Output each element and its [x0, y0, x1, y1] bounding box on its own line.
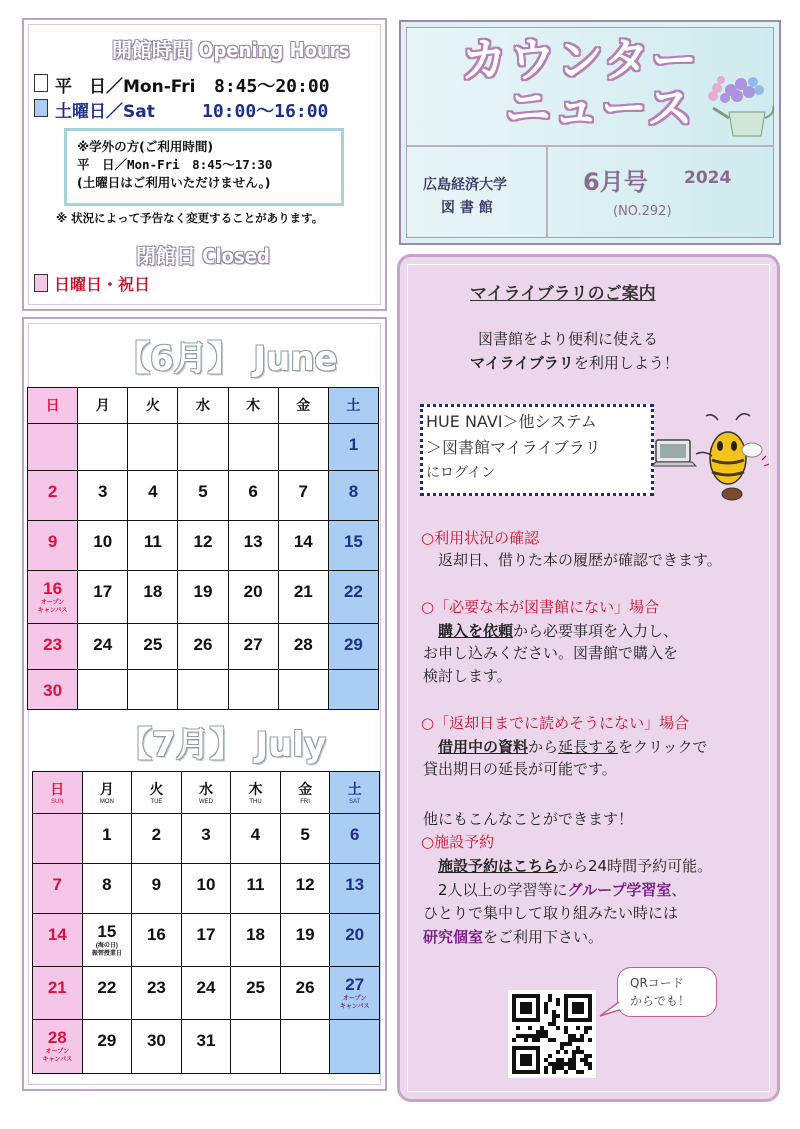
calendar-day-cell	[128, 670, 178, 710]
group-study-room: グループ学習室	[567, 881, 672, 899]
hue-navi-instructions-box	[420, 404, 654, 496]
day-number: 2	[151, 825, 162, 844]
calendar-day-cell	[132, 864, 182, 914]
day-number: 1	[102, 825, 112, 844]
qr-code-pattern	[508, 990, 596, 1078]
closed-days-title: 閉館日 Closed	[136, 244, 270, 268]
calendar-day-cell	[33, 1020, 83, 1074]
calendar-day-cell	[82, 864, 132, 914]
usage-status-text: 返却日、借りた本の履歴が確認できます。	[438, 551, 722, 569]
saturday-hours: 10:00～16:00	[202, 101, 329, 122]
weekday-header-label: 火	[149, 781, 164, 797]
calendar-day-cell	[228, 471, 278, 521]
facility-line4-rest: をご利用下さい。	[483, 928, 604, 946]
day-number: 8	[348, 482, 359, 501]
weekday-label: 平 日／Mon-Fri	[55, 77, 196, 97]
weekday-header	[28, 388, 78, 424]
purchase-request-line1	[438, 620, 678, 641]
calendar-day-cell	[128, 571, 178, 624]
renewal-title: ○「返却日までに読めそうにない」場合	[421, 714, 690, 732]
closed-days: 日曜日・祝日	[54, 275, 151, 294]
day-number: 6	[248, 482, 258, 501]
calendar-day-cell	[28, 521, 78, 571]
calendar-day-cell	[280, 967, 330, 1020]
closed-color-swatch	[34, 274, 48, 292]
opening-hours-panel	[22, 18, 387, 311]
calendar-day-cell	[328, 521, 378, 571]
newsletter-title-line1: カウンター	[461, 33, 700, 87]
calendar-day-cell	[328, 471, 378, 521]
facility-reservation-title: ○施設予約	[421, 833, 495, 851]
day-number: 14	[293, 532, 313, 551]
weekday-header	[330, 772, 380, 814]
calendar-day-cell	[181, 1020, 231, 1074]
newsletter-title-line2: ニュース	[505, 81, 695, 135]
day-number: 30	[43, 681, 63, 700]
day-number: 8	[102, 875, 112, 894]
borrowed-items-link[interactable]: 借用中の資料	[438, 738, 529, 756]
weekday-header	[33, 772, 83, 814]
weekday-header-english: SUN	[50, 799, 64, 805]
calendar-day-cell	[132, 914, 182, 967]
day-number: 22	[343, 582, 363, 601]
calendar-day-cell	[330, 1020, 380, 1074]
weekday-header-label: 金	[296, 397, 311, 413]
qr-speech-bubble	[617, 967, 717, 1017]
mylibrary-intro-bold: マイライブラリ	[470, 354, 574, 372]
day-number: 17	[196, 925, 216, 944]
calendar-day-cell	[280, 914, 330, 967]
facility-line2-start: 2人以上の学習等に	[438, 881, 568, 899]
issue-year: 2024	[684, 168, 732, 188]
saturday-color-swatch	[34, 99, 48, 117]
weekday-header	[178, 388, 228, 424]
weekday-header	[228, 388, 278, 424]
weekday-header	[128, 388, 178, 424]
calendar-day-cell	[228, 521, 278, 571]
weekday-header-label: 水	[198, 781, 213, 797]
weekday-header-english: FRI	[300, 799, 310, 805]
weekday-header-label: 月	[95, 397, 110, 413]
weekday-header-label: 火	[145, 397, 160, 413]
navi-path-line1: HUE NAVI＞他システム	[426, 412, 597, 431]
calendar-day-cell	[82, 1020, 132, 1074]
qr-bubble-line1: QRコード	[630, 976, 684, 990]
library-name: 図 書 館	[441, 200, 493, 216]
purchase-request-line1-rest: から必要事項を入力し、	[513, 622, 679, 640]
external-users-title: ※学外の方(ご利用時間)	[77, 139, 214, 154]
calendar-day-cell	[278, 571, 328, 624]
day-note: オープン キャンパス	[339, 996, 370, 1010]
navi-path-line2: ＞図書館マイライブラリ	[426, 438, 601, 457]
facility-reservation-line1	[438, 855, 712, 876]
day-number: 31	[196, 1031, 216, 1050]
calendar-day-cell	[280, 814, 330, 864]
calendar-day-cell	[228, 624, 278, 670]
calendar-day-cell	[228, 571, 278, 624]
day-number: 13	[243, 532, 263, 551]
facility-reservation-line1-rest: から24時間予約可能。	[558, 857, 713, 875]
day-number: 11	[246, 875, 265, 894]
weekday-header-label: 木	[246, 397, 261, 413]
facility-reservation-line3: ひとりで集中して取り組みたい時には	[423, 904, 679, 922]
weekday-header-label: 土	[346, 397, 361, 413]
mylibrary-intro-rest: を利用しよう！	[573, 354, 679, 372]
weekday-header-label: 日	[45, 397, 60, 413]
calendar-day-cell	[33, 914, 83, 967]
weekday-header-label: 土	[347, 781, 362, 797]
weekday-header	[78, 388, 128, 424]
day-number: 10	[93, 532, 113, 551]
calendar-day-cell	[33, 864, 83, 914]
calendar-day-cell	[33, 814, 83, 864]
day-number: 26	[295, 978, 315, 997]
weekday-header	[280, 772, 330, 814]
renew-link[interactable]: 延長する	[558, 738, 619, 756]
calendar-day-cell	[128, 624, 178, 670]
title-divider-horizontal	[406, 145, 774, 147]
day-number: 22	[97, 978, 117, 997]
day-number: 24	[93, 635, 113, 654]
day-number: 20	[243, 582, 263, 601]
navi-path-line3: にログイン	[426, 465, 496, 481]
day-number: 19	[295, 925, 315, 944]
calendar-day-cell	[278, 521, 328, 571]
calendar-day-cell	[228, 670, 278, 710]
bee-mascot-laptop-icon	[652, 410, 772, 506]
day-number: 5	[300, 825, 310, 844]
calendar-day-cell	[278, 424, 328, 471]
calendar-day-cell	[82, 914, 132, 967]
calendar-day-cell	[330, 967, 380, 1020]
change-notice: ※ 状況によって予告なく変更することがあります。	[56, 211, 324, 225]
day-number: 17	[93, 582, 113, 601]
calendar-day-cell	[28, 424, 78, 471]
day-number: 20	[345, 925, 365, 944]
day-number: 7	[298, 482, 308, 501]
calendar-day-cell	[28, 670, 78, 710]
day-note: オープン キャンパス	[42, 1049, 73, 1063]
qr-code[interactable]	[508, 990, 596, 1078]
calendar-day-cell	[178, 670, 228, 710]
day-note: オープン キャンパス	[37, 600, 68, 614]
mylibrary-intro-line1: 図書館をより便利に使える	[478, 330, 659, 348]
day-number: 18	[143, 582, 163, 601]
day-number: 18	[246, 925, 265, 944]
calendar-day-cell	[231, 967, 281, 1020]
day-number: 3	[201, 825, 211, 844]
day-number: 21	[47, 978, 67, 997]
calendar-day-cell	[78, 424, 128, 471]
weekday-header-english: THU	[249, 799, 262, 805]
purchase-request-title: ○「必要な本が図書館にない」場合	[421, 598, 660, 616]
calendar-day-cell	[28, 471, 78, 521]
weekday-header	[328, 388, 378, 424]
issue-number: (NO.292)	[613, 204, 672, 219]
day-number: 15	[97, 922, 117, 941]
weekday-header	[82, 772, 132, 814]
weekday-header-english: TUE	[150, 799, 163, 805]
day-number: 29	[97, 1031, 117, 1050]
day-number: 10	[196, 875, 216, 894]
day-number: 16	[146, 925, 166, 944]
weekday-header-label: 金	[298, 781, 313, 797]
calendar-day-cell	[78, 571, 128, 624]
external-users-box	[64, 128, 344, 206]
calendar-day-cell	[181, 814, 231, 864]
calendar-day-cell	[181, 914, 231, 967]
issue-month: 6月号	[583, 168, 648, 196]
weekday-header-label: 木	[248, 781, 263, 797]
calendar-day-cell	[132, 967, 182, 1020]
day-number: 24	[196, 978, 216, 997]
calendar-day-cell	[128, 424, 178, 471]
day-number: 4	[250, 825, 261, 844]
day-number: 5	[198, 482, 208, 501]
calendar-day-cell	[178, 624, 228, 670]
day-note: (海の日) 振替授業日	[91, 943, 122, 957]
calendar-day-cell	[128, 521, 178, 571]
calendar-day-cell	[280, 1020, 330, 1074]
renewal-line2: 貸出期日の延長が可能です。	[423, 760, 617, 778]
calendar-day-cell	[178, 571, 228, 624]
day-number: 12	[295, 875, 315, 894]
day-number: 26	[193, 635, 213, 654]
calendar-day-cell	[330, 864, 380, 914]
calendar-day-cell	[178, 471, 228, 521]
calendar-day-cell	[231, 914, 281, 967]
purchase-request-line2: お申し込みください。図書館で購入を	[423, 644, 679, 662]
weekday-header-label: 水	[195, 397, 210, 413]
july-calendar-title: 【7月】 July	[118, 725, 327, 765]
day-number: 28	[47, 1028, 67, 1047]
calendar-day-cell	[228, 424, 278, 471]
calendar-day-cell	[178, 424, 228, 471]
usage-status-title: ○利用状況の確認	[421, 529, 540, 547]
june-calendar-title: 【6月】 June	[116, 339, 338, 379]
facility-reservation-link[interactable]: 施設予約はこちら	[438, 857, 559, 875]
day-number: 6	[349, 825, 360, 844]
calendar-day-cell	[128, 471, 178, 521]
weekday-header	[181, 772, 231, 814]
day-number: 11	[143, 532, 162, 551]
title-divider-vertical	[546, 147, 548, 238]
calendar-day-cell	[132, 814, 182, 864]
mylibrary-heading: マイライブラリのご案内	[470, 284, 656, 304]
day-number: 27	[243, 635, 263, 654]
day-number: 23	[146, 978, 166, 997]
newsletter-title-box	[399, 20, 781, 245]
calendar-day-cell	[330, 814, 380, 864]
calendar-day-cell	[231, 1020, 281, 1074]
day-number: 9	[47, 532, 58, 551]
calendar-day-cell	[181, 864, 231, 914]
purchase-request-link[interactable]: 購入を依頼	[438, 622, 514, 640]
renewal-line1	[438, 736, 707, 757]
weekday-header-english: MON	[99, 799, 114, 805]
calendar-day-cell	[231, 814, 281, 864]
calendar-day-cell	[82, 967, 132, 1020]
calendar-day-cell	[132, 1020, 182, 1074]
day-number: 14	[47, 925, 67, 944]
weekday-header	[132, 772, 182, 814]
calendar-day-cell	[28, 624, 78, 670]
mylibrary-intro-line2	[470, 352, 679, 373]
calendar-day-cell	[82, 814, 132, 864]
day-number: 16	[43, 579, 63, 598]
weekday-header	[278, 388, 328, 424]
external-users-saturday-note: (土曜日はご利用いただけません。)	[77, 175, 271, 190]
day-number: 21	[293, 582, 313, 601]
day-number: 27	[345, 975, 365, 994]
day-number: 25	[246, 978, 265, 997]
day-number: 7	[52, 875, 63, 894]
day-number: 3	[97, 482, 108, 501]
calendar-day-cell	[78, 471, 128, 521]
day-number: 12	[193, 532, 213, 551]
calendar-day-cell	[280, 864, 330, 914]
day-number: 23	[43, 635, 63, 654]
day-number: 30	[146, 1031, 166, 1050]
renewal-line1-rest: をクリックで	[618, 738, 708, 756]
weekday-header-label: 月	[99, 781, 114, 797]
calendar-day-cell	[78, 521, 128, 571]
qr-bubble-tail	[598, 1000, 620, 1020]
facility-reservation-line4	[423, 926, 603, 947]
day-number: 28	[293, 635, 313, 654]
day-number: 13	[345, 875, 365, 894]
research-booth: 研究個室	[423, 928, 484, 946]
university-name: 広島経済大学	[423, 177, 507, 193]
calendar-day-cell	[278, 624, 328, 670]
weekday-header-english: SAT	[349, 799, 361, 805]
hydrangea-watering-can-icon	[701, 68, 777, 144]
external-users-weekday-hours: 平 日／Mon-Fri 8:45～17:30	[77, 157, 273, 172]
calendar-day-cell	[231, 864, 281, 914]
calendar-day-cell	[278, 471, 328, 521]
weekday-header-english: WED	[198, 799, 213, 805]
calendar-day-cell	[33, 967, 83, 1020]
qr-bubble-line2: からでも！	[630, 994, 690, 1008]
calendar-day-cell	[78, 624, 128, 670]
facility-reservation-line2	[438, 879, 686, 900]
weekday-color-swatch	[34, 74, 48, 92]
purchase-request-line3: 検討します。	[423, 667, 512, 685]
calendar-day-cell	[278, 670, 328, 710]
day-number: 4	[148, 482, 158, 501]
weekday-hours: 8:45～20:00	[214, 76, 330, 97]
calendar-day-cell	[28, 571, 78, 624]
day-number: 29	[343, 635, 363, 654]
weekday-header-label: 日	[50, 781, 65, 797]
calendar-day-cell	[328, 571, 378, 624]
other-features-intro: 他にもこんなことができます！	[423, 810, 634, 828]
weekday-header	[231, 772, 281, 814]
june-calendar	[27, 387, 379, 710]
calendar-day-cell	[181, 967, 231, 1020]
calendar-day-cell	[328, 624, 378, 670]
renewal-line1-mid: から	[528, 738, 559, 756]
calendar-day-cell	[328, 670, 378, 710]
opening-hours-title: 開館時間 Opening Hours	[112, 38, 350, 62]
day-number: 1	[348, 435, 359, 454]
day-number: 19	[193, 582, 213, 601]
day-number: 2	[47, 482, 58, 501]
day-number: 9	[151, 875, 162, 894]
facility-line2-end: 、	[671, 881, 687, 899]
calendar-day-cell	[178, 521, 228, 571]
calendar-day-cell	[78, 670, 128, 710]
calendar-day-cell	[330, 914, 380, 967]
day-number: 25	[143, 635, 163, 654]
calendar-day-cell	[328, 424, 378, 471]
day-number: 15	[343, 532, 363, 551]
july-calendar	[32, 771, 380, 1074]
saturday-label: 土曜日／Sat	[55, 102, 155, 122]
